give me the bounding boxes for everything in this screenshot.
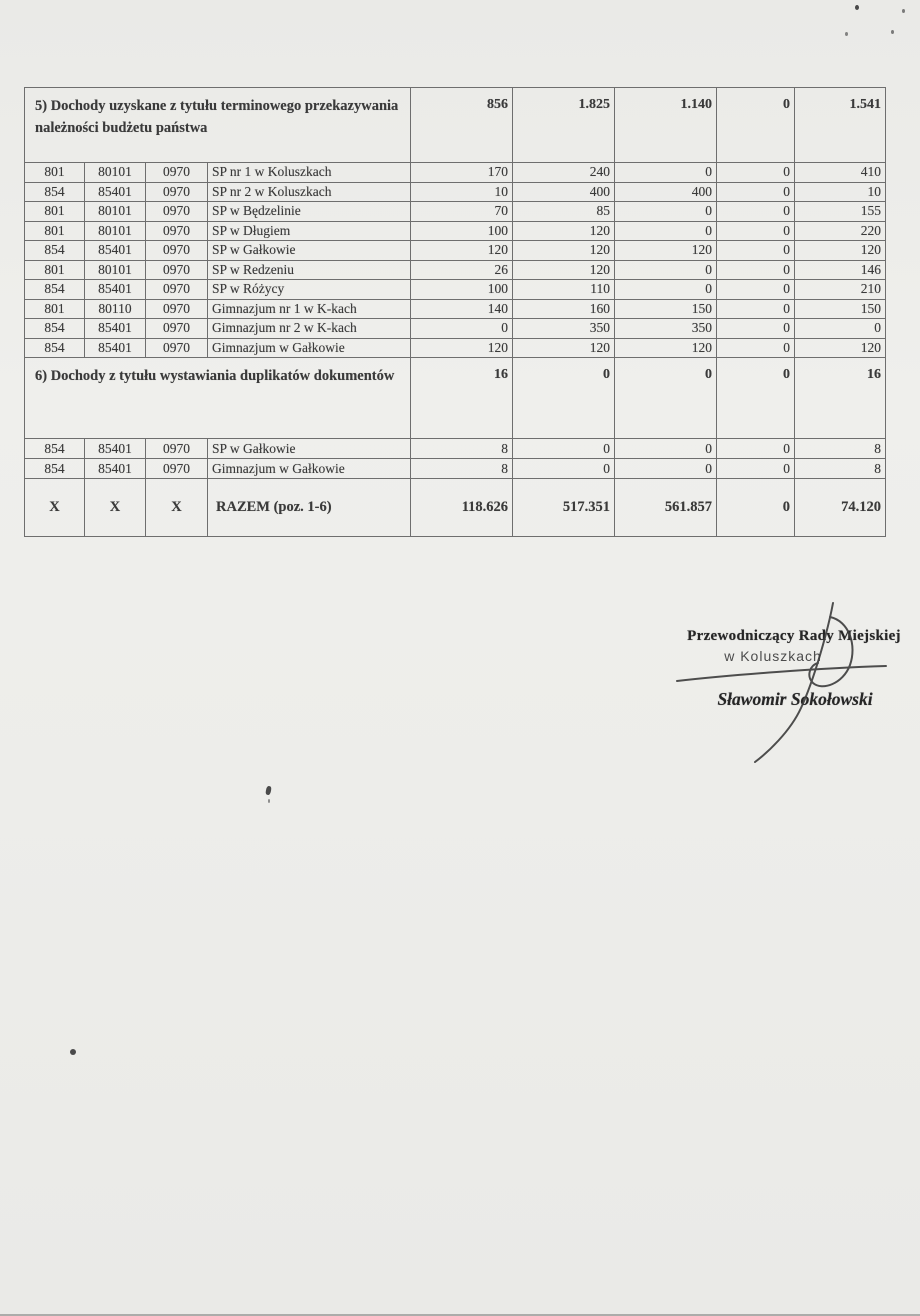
rozdzial-cell: 85401 (85, 241, 146, 261)
value-cell: 400 (615, 182, 717, 202)
rozdzial-cell: 85401 (85, 280, 146, 300)
paragraf-cell: 0970 (146, 280, 208, 300)
dzial-cell: 854 (25, 439, 85, 459)
unit-name-cell: SP nr 2 w Koluszkach (208, 182, 411, 202)
ink-speck-icon (268, 799, 270, 803)
value-cell: 120 (411, 241, 513, 261)
value-cell: 160 (513, 299, 615, 319)
value-cell: 10 (795, 182, 886, 202)
value-cell: 410 (795, 163, 886, 183)
value-cell: 0 (615, 202, 717, 222)
value-cell: 10 (411, 182, 513, 202)
rozdzial-cell: 80110 (85, 299, 146, 319)
value-cell: 0 (717, 459, 795, 479)
value-cell: 0 (411, 319, 513, 339)
value-cell: 8 (411, 459, 513, 479)
unit-name-cell: SP w Redzeniu (208, 260, 411, 280)
ink-speck-icon (891, 30, 894, 34)
value-cell: 70 (411, 202, 513, 222)
ink-speck-icon (265, 786, 272, 796)
value-cell: 0 (615, 439, 717, 459)
value-cell: 0 (717, 280, 795, 300)
value-cell: 8 (795, 439, 886, 459)
paragraf-cell: 0970 (146, 241, 208, 261)
value-cell: 0 (615, 163, 717, 183)
value-cell: 100 (411, 280, 513, 300)
rozdzial-cell: 80101 (85, 221, 146, 241)
paragraf-cell: 0970 (146, 338, 208, 358)
total-value-cell: 0 (717, 479, 795, 537)
dzial-cell: 854 (25, 319, 85, 339)
value-cell: 0 (717, 319, 795, 339)
dzial-cell: 854 (25, 338, 85, 358)
value-cell: 0 (615, 221, 717, 241)
dzial-cell: 854 (25, 459, 85, 479)
table-row (25, 338, 886, 358)
budget-table (24, 87, 886, 537)
section-value-cell: 856 (411, 88, 513, 163)
rozdzial-cell: 80101 (85, 163, 146, 183)
dzial-cell: 801 (25, 221, 85, 241)
unit-name-cell: SP w Różycy (208, 280, 411, 300)
total-value-cell: 561.857 (615, 479, 717, 537)
value-cell: 120 (795, 241, 886, 261)
dzial-cell: 854 (25, 241, 85, 261)
ink-speck-icon (902, 9, 905, 13)
value-cell: 400 (513, 182, 615, 202)
rozdzial-cell: 85401 (85, 439, 146, 459)
signatory-name: Sławomir Sokołowski (717, 689, 873, 709)
dzial-cell: 801 (25, 299, 85, 319)
value-cell: 120 (513, 221, 615, 241)
total-label-cell: RAZEM (poz. 1-6) (208, 479, 411, 537)
table-row (25, 202, 886, 222)
total-value-cell: 74.120 (795, 479, 886, 537)
unit-name-cell: Gimnazjum w Gałkowie (208, 338, 411, 358)
table-row (25, 241, 886, 261)
rozdzial-cell: 85401 (85, 459, 146, 479)
value-cell: 210 (795, 280, 886, 300)
value-cell: 120 (615, 241, 717, 261)
value-cell: 220 (795, 221, 886, 241)
value-cell: 120 (513, 338, 615, 358)
signature-town: w Koluszkach (724, 648, 822, 664)
value-cell: 120 (795, 338, 886, 358)
total-value-cell: 517.351 (513, 479, 615, 537)
section-value-cell: 16 (411, 358, 513, 439)
section-value-cell: 1.541 (795, 88, 886, 163)
total-value-cell: 118.626 (411, 479, 513, 537)
section-value-cell: 0 (615, 358, 717, 439)
section-value-cell: 0 (717, 88, 795, 163)
ink-speck-icon (855, 5, 859, 10)
value-cell: 240 (513, 163, 615, 183)
value-cell: 26 (411, 260, 513, 280)
table-row (25, 280, 886, 300)
value-cell: 0 (717, 182, 795, 202)
unit-name-cell: SP w Będzelinie (208, 202, 411, 222)
total-rozdzial-cell: X (85, 479, 146, 537)
table-row (25, 439, 886, 459)
value-cell: 155 (795, 202, 886, 222)
value-cell: 0 (717, 221, 795, 241)
unit-name-cell: SP w Długiem (208, 221, 411, 241)
dzial-cell: 854 (25, 182, 85, 202)
rozdzial-cell: 85401 (85, 338, 146, 358)
paragraf-cell: 0970 (146, 319, 208, 339)
value-cell: 100 (411, 221, 513, 241)
dzial-cell: 801 (25, 163, 85, 183)
unit-name-cell: Gimnazjum nr 1 w K-kach (208, 299, 411, 319)
section-header-row (25, 358, 886, 439)
value-cell: 350 (513, 319, 615, 339)
value-cell: 8 (411, 439, 513, 459)
value-cell: 0 (615, 280, 717, 300)
total-paragraf-cell: X (146, 479, 208, 537)
value-cell: 0 (717, 260, 795, 280)
value-cell: 146 (795, 260, 886, 280)
table-row (25, 260, 886, 280)
paragraf-cell: 0970 (146, 459, 208, 479)
value-cell: 150 (615, 299, 717, 319)
section-value-cell: 0 (513, 358, 615, 439)
table-row (25, 221, 886, 241)
paragraf-cell: 0970 (146, 221, 208, 241)
value-cell: 0 (717, 439, 795, 459)
table-row (25, 459, 886, 479)
unit-name-cell: SP w Gałkowie (208, 241, 411, 261)
value-cell: 0 (717, 202, 795, 222)
value-cell: 0 (795, 319, 886, 339)
value-cell: 120 (513, 260, 615, 280)
value-cell: 0 (513, 459, 615, 479)
rozdzial-cell: 80101 (85, 202, 146, 222)
value-cell: 140 (411, 299, 513, 319)
table-row (25, 163, 886, 183)
dzial-cell: 801 (25, 202, 85, 222)
value-cell: 85 (513, 202, 615, 222)
section-header-row (25, 88, 886, 163)
ink-speck-icon (70, 1049, 76, 1055)
value-cell: 120 (411, 338, 513, 358)
dzial-cell: 854 (25, 280, 85, 300)
table-row (25, 182, 886, 202)
rozdzial-cell: 85401 (85, 319, 146, 339)
value-cell: 350 (615, 319, 717, 339)
dzial-cell: 801 (25, 260, 85, 280)
section-value-cell: 0 (717, 358, 795, 439)
table-row (25, 319, 886, 339)
rozdzial-cell: 85401 (85, 182, 146, 202)
section-value-cell: 16 (795, 358, 886, 439)
value-cell: 0 (615, 459, 717, 479)
handwritten-signature-icon (650, 595, 910, 775)
value-cell: 120 (615, 338, 717, 358)
signature-title: Przewodniczący Rady Miejskiej (687, 628, 901, 644)
unit-name-cell: SP nr 1 w Koluszkach (208, 163, 411, 183)
value-cell: 0 (717, 241, 795, 261)
value-cell: 0 (717, 338, 795, 358)
value-cell: 120 (513, 241, 615, 261)
value-cell: 0 (717, 163, 795, 183)
section-value-cell: 1.825 (513, 88, 615, 163)
value-cell: 150 (795, 299, 886, 319)
ink-speck-icon (845, 32, 848, 36)
value-cell: 0 (615, 260, 717, 280)
unit-name-cell: SP w Gałkowie (208, 439, 411, 459)
section-title: 6) Dochody z tytułu wystawiania duplikatów dokumentów (25, 358, 411, 439)
value-cell: 110 (513, 280, 615, 300)
paragraf-cell: 0970 (146, 163, 208, 183)
paragraf-cell: 0970 (146, 299, 208, 319)
total-dzial-cell: X (25, 479, 85, 537)
paragraf-cell: 0970 (146, 260, 208, 280)
paragraf-cell: 0970 (146, 182, 208, 202)
value-cell: 0 (513, 439, 615, 459)
section-value-cell: 1.140 (615, 88, 717, 163)
value-cell: 170 (411, 163, 513, 183)
section-title: 5) Dochody uzyskane z tytułu terminowego przekazywania należności budżetu państwa (25, 88, 411, 163)
paragraf-cell: 0970 (146, 439, 208, 459)
unit-name-cell: Gimnazjum w Gałkowie (208, 459, 411, 479)
paragraf-cell: 0970 (146, 202, 208, 222)
total-row (25, 479, 886, 537)
value-cell: 0 (717, 299, 795, 319)
unit-name-cell: Gimnazjum nr 2 w K-kach (208, 319, 411, 339)
table-row (25, 299, 886, 319)
rozdzial-cell: 80101 (85, 260, 146, 280)
value-cell: 8 (795, 459, 886, 479)
